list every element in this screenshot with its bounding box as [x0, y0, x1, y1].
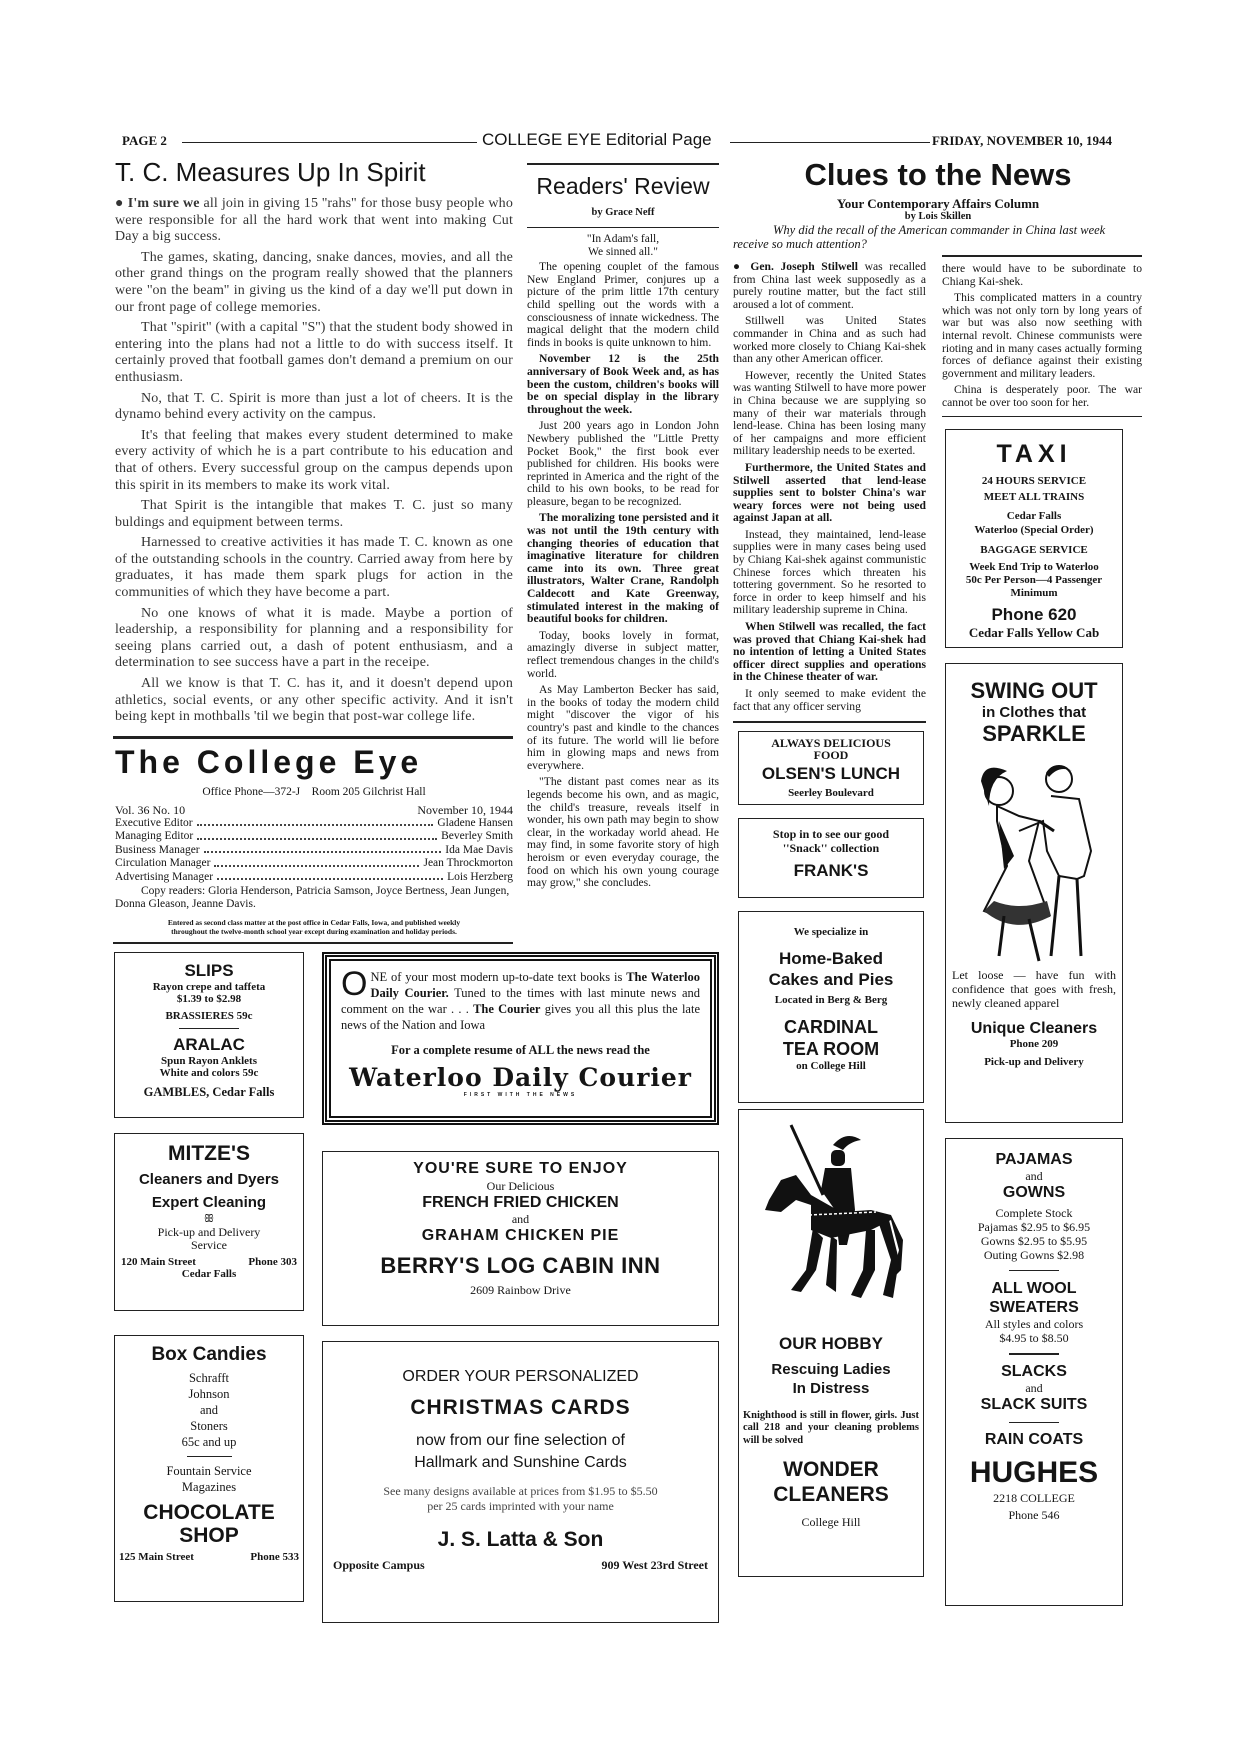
ad-line: Stop in to see our good — [772, 826, 890, 841]
masthead — [113, 739, 513, 937]
issue-date: FRIDAY, NOVEMBER 10, 1944 — [932, 133, 1112, 148]
ad-line: Fountain Service — [166, 1464, 252, 1479]
staff-role: Advertising Manager — [115, 870, 214, 883]
ad-line: White and colors 59c — [159, 1067, 259, 1080]
dot-leader — [197, 817, 434, 827]
ad-line: Pick-up and Delivery — [984, 1055, 1084, 1068]
paragraph-text: there would have to be subordinate to Chiang Kai-shek. — [942, 262, 1142, 288]
drop-cap: O — [341, 964, 368, 1003]
clues-columns — [733, 255, 1143, 1606]
ad-line: and — [1025, 1380, 1043, 1395]
paragraph — [115, 606, 513, 672]
ad-line: Our Delicious — [486, 1178, 555, 1193]
ad-text: The Waterloo Daily Courier. — [370, 969, 701, 1000]
ad-latta-christmas-cards — [322, 1341, 719, 1623]
ad-wonder-cleaners — [738, 1109, 924, 1577]
ad-name: GAMBLES, Cedar Falls — [143, 1085, 275, 1100]
ad-line: Pajamas $2.95 to $6.95 — [977, 1219, 1091, 1234]
bottom-row — [113, 952, 720, 1623]
ad-name: CLEANERS — [773, 1483, 889, 1507]
ad-address: 120 Main Street — [121, 1255, 196, 1268]
masthead-date: November 10, 1944 — [417, 802, 513, 817]
ad-headline: Cleaners and Dyers — [138, 1170, 280, 1188]
review-byline: by Grace Neff — [591, 206, 655, 218]
ad-name: MITZE'S — [168, 1141, 250, 1165]
editorial-column — [113, 156, 513, 944]
paragraph-text: The opening couplet of the famous New England Primer, conjures up a picture of the prim little 17th century child spelling out the words with a consciousness of innate wickedness. The magical delight that the modern child finds in books is quite unknown to him. — [527, 260, 719, 349]
ad-line: Gowns $2.95 to $5.95 — [980, 1233, 1088, 1248]
ad-mitzes — [114, 1133, 304, 1311]
verse-line: We sinned all." — [588, 245, 658, 258]
staff-name: Lois Herzberg — [447, 870, 513, 883]
clues-left-stack — [733, 255, 926, 1577]
top-row — [113, 156, 720, 944]
candy-item: Stoners — [190, 1418, 228, 1433]
paragraph — [527, 353, 719, 416]
paragraph-text: Harnessed to creative activities it has made T. C. known as one of the outstanding schools in the country. Carried away from here by graduates, it has made them spark plugs for action in the communities of which they have become a part. — [115, 535, 513, 601]
ad-headline: OUR HOBBY — [779, 1333, 883, 1353]
paragraph-text: That Spirit is the intangible that makes T. C. just so many buldings and equipment between terms. — [115, 498, 513, 530]
ad-headline: In Distress — [792, 1379, 870, 1397]
ad-waterloo-courier — [322, 952, 719, 1125]
left-region — [113, 156, 720, 1623]
ad-headline: FRENCH FRIED CHICKEN — [422, 1193, 619, 1211]
ad-headline: PAJAMAS — [995, 1150, 1073, 1168]
ad-line: Located in Berg & Berg — [774, 993, 888, 1006]
paragraph-lead: ● Gen. Joseph Stilwell — [733, 260, 859, 273]
clues-right-column — [942, 263, 1142, 414]
ad-line: Spun Rayon Anklets — [161, 1055, 257, 1068]
ad-headline: ALL WOOL — [991, 1280, 1077, 1298]
ad-name: TEA ROOM — [782, 1038, 880, 1059]
ad-name: CARDINAL — [784, 1016, 878, 1037]
paragraph — [733, 621, 926, 684]
staff-list — [115, 817, 513, 885]
entry-note: Entered as second class matter at the post office in Cedar Falls, Iowa, and published weekly throughout the twelve-month school year except during examination and holiday periods. — [167, 918, 461, 936]
ad-line: on College Hill — [796, 1059, 866, 1072]
ad-contact — [115, 1547, 303, 1563]
ad-text: gives you all this plus the late news of the Nation and Iowa — [341, 1001, 700, 1032]
paragraph — [115, 428, 513, 494]
paragraph — [527, 776, 719, 889]
paragraph-text: Today, books lovely in format, amazingly diverse in subject matter, reflect tremendous changes in the child's world. — [527, 628, 719, 680]
ad-olsens-lunch — [738, 731, 924, 805]
section-rule — [527, 227, 719, 229]
ad-name: Cedar Falls Yellow Cab — [968, 624, 1100, 640]
ad-headline: Rescuing Ladies — [771, 1360, 891, 1378]
paragraph-text: That ''spirit'' (with a capital ''S'') that the student body showed in entering into the plans had not a little to do with success itself. It certainly proved that football games don't demand a premium on our enthusiasm. — [115, 320, 513, 385]
ad-name: J. S. Latta & Son — [437, 1527, 604, 1551]
ad-headline: GOWNS — [1002, 1183, 1066, 1201]
editorial-body — [113, 196, 513, 730]
staff-role: Business Manager — [115, 843, 200, 856]
section-rule — [942, 416, 1142, 417]
ad-headline: Cakes and Pies — [768, 969, 894, 989]
paragraph — [733, 688, 926, 713]
paragraph-text: all join in giving 15 ''rahs'' for those busy people who were responsible for all the hard work that went into making Cut Day a big success. — [115, 196, 513, 245]
staff-name: Beverley Smith — [441, 830, 513, 843]
candy-item: and — [199, 1402, 219, 1417]
ad-line: Magazines — [181, 1480, 237, 1495]
paragraph-text: November 12 is the 25th anniversary of Book Week and, as has been the custom, children's books will be on special display in the library throughout the week. — [527, 352, 719, 416]
ad-headline: Home-Baked — [779, 948, 883, 968]
ad-line: $4.95 to $8.50 — [999, 1331, 1069, 1346]
ad-headline: Expert Cleaning — [151, 1193, 267, 1211]
ad-line: and — [511, 1211, 530, 1226]
paragraph-text: It's that feeling that makes every student determined to make every activity of which he is a part contribute to his education and that of others. Every successful group on the campus depends upon this spirit in its members to make its work vital. — [115, 427, 513, 493]
ad-line: ORDER YOUR PERSONALIZED — [402, 1367, 639, 1385]
ad-line: BRASSIERES 59c — [165, 1009, 253, 1022]
ad-name: Unique Cleaners — [970, 1019, 1098, 1037]
ad-line: 24 HOURS SERVICE — [981, 474, 1087, 487]
divider — [1009, 1270, 1059, 1272]
staff-role: Executive Editor — [115, 816, 193, 829]
candy-item: 65c and up — [181, 1434, 237, 1449]
paragraph-text: All we know is that T. C. has it, and it doesn't depend upon athletics, social events, or any other specific activity. And it isn't being kept in mothballs 'til we begin that post-war college life. — [115, 676, 513, 725]
candy-item: Schrafft — [188, 1370, 230, 1385]
ad-line: now from our fine selection of — [416, 1431, 625, 1449]
dot-leader — [217, 871, 443, 881]
ad-line: All styles and colors — [984, 1317, 1084, 1332]
section-title: COLLEGE EYE Editorial Page — [482, 130, 712, 149]
ad-city: Cedar Falls — [181, 1267, 237, 1280]
page-number: PAGE 2 — [122, 133, 167, 148]
ad-line: Minimum — [1010, 586, 1058, 599]
paragraph-text: No one knows of what it is made. Maybe a portion of leadership, a responsibility for planning and a responsibility for seeing plans carried out, a dash of potent enthusiasm, and a determination to see success have a part in the receipe. — [115, 605, 513, 671]
ad-line: Cedar Falls — [1006, 509, 1062, 522]
ad-headline: ARALAC — [173, 1035, 245, 1055]
ad-franks — [738, 818, 924, 898]
paragraph-text: Furthermore, the United States and Stilwell asserted that lend-lease supplies sent to bolster China's war weary forces were not being used against Japan at all. — [733, 460, 926, 525]
masthead-volume: Vol. 36 No. 10 — [115, 802, 186, 817]
ad-body — [341, 964, 701, 1033]
ad-phone: Phone 209 — [1009, 1037, 1059, 1050]
ad-line: Complete Stock — [995, 1205, 1073, 1220]
ad-address: 909 West 23rd Street — [601, 1557, 708, 1572]
section-rule — [113, 942, 513, 944]
paragraph — [115, 391, 513, 424]
clues-left-column — [733, 261, 926, 717]
ad-text: NE of your most modern up-to-date text books is — [370, 969, 627, 984]
ad-line: Service — [191, 1237, 227, 1252]
ad-gambles — [114, 952, 304, 1118]
divider — [179, 1028, 239, 1030]
staff-row — [115, 830, 513, 844]
staff-name: Ida Mae Davis — [445, 843, 513, 856]
paragraph — [942, 292, 1142, 380]
ad-line: MEET ALL TRAINS — [983, 490, 1085, 503]
ornament-icon: ꕥ — [203, 1212, 215, 1225]
ad-headline: CHRISTMAS CARDS — [410, 1395, 631, 1419]
divider — [1009, 1353, 1059, 1355]
ad-body: Let loose — have fun with confidence that goes with fresh, newly cleaned apparel — [952, 967, 1116, 1010]
ad-hughes — [945, 1138, 1123, 1606]
ad-location: Opposite Campus — [333, 1557, 425, 1572]
paragraph-text: It only seemed to make evident the fact that any officer serving — [733, 687, 926, 713]
paragraph-text: was recalled from China last week supposedly as a purely routine matter, but the fact still aroused a lot of comment. — [733, 260, 926, 311]
paragraph-text: Just 200 years ago in London John Newbery published the "Little Pretty Pocket Book," the first book ever published for children. His books were reprinted in America and the right of the child to his own books, to be read for pleasure, began to be recognized. — [527, 419, 719, 508]
paragraph-text: Instead, they maintained, lend-lease supplies were in many cases being used by Chiang Kai-shek against communistic Chinese forces which threaten his tottering government. So he resorted to force in order to keep himself and his military leadership supreme in China. — [733, 527, 926, 617]
staff-role: Circulation Manager — [115, 857, 211, 870]
staff-row — [115, 817, 513, 831]
courier-slogan: FIRST WITH THE NEWS — [463, 1091, 578, 1098]
paragraph-text: The games, skating, dancing, snake dances, movies, and all the other grand things on the program really showed that the planners were ''on the beam'' in giving us the kind of a day we'll put down in our front page of college memories. — [115, 249, 513, 315]
paragraph — [527, 630, 719, 680]
paragraph — [733, 529, 926, 617]
paragraph — [527, 684, 719, 772]
staff-row — [115, 844, 513, 858]
paragraph — [115, 498, 513, 531]
paragraph — [733, 315, 926, 365]
paragraph-text: However, recently the United States was wanting Stilwell to have more power in China because we are supplying so many of their war materials through lend-lease. China has been losing many of her campaigns and more efficient military leadership needs to be exerted. — [733, 368, 926, 458]
ad-name: WONDER — [783, 1458, 879, 1482]
staff-name: Jean Throckmorton — [423, 857, 513, 870]
ads-column-1 — [114, 952, 304, 1602]
ad-taxi — [945, 429, 1123, 648]
ad-line: See many designs available at prices from $1.95 to $5.50 — [383, 1483, 658, 1498]
ad-line: Pick-up and Delivery — [157, 1224, 261, 1239]
right-region — [733, 156, 1143, 1606]
ad-line: Hallmark and Sunshine Cards — [414, 1453, 627, 1471]
ad-line: 50c Per Person—4 Passenger — [965, 573, 1103, 586]
header-rule — [730, 142, 930, 143]
paragraph — [115, 320, 513, 386]
dancing-couple-illustration — [959, 751, 1109, 966]
ad-address: 125 Main Street — [119, 1551, 194, 1564]
ad-name: FRANK'S — [793, 860, 869, 880]
ad-phone: Phone 620 — [991, 604, 1077, 624]
paragraph — [527, 420, 719, 508]
ad-line: and — [1025, 1168, 1043, 1183]
paragraph — [733, 462, 926, 525]
ad-headline: SLACKS — [1001, 1362, 1067, 1380]
paragraph — [733, 370, 926, 458]
ad-line: Outing Gowns $2.98 — [983, 1247, 1085, 1262]
ad-phone: Phone 533 — [250, 1551, 299, 1564]
ad-address: 2609 Rainbow Drive — [470, 1282, 571, 1297]
review-verse — [527, 233, 719, 258]
dot-leader — [204, 844, 442, 854]
ad-headline: SWING OUT — [970, 677, 1098, 703]
courier-logo: Waterloo Daily Courier — [349, 1062, 692, 1092]
ad-line: Rayon crepe and taffeta — [152, 980, 266, 993]
ad-cta: For a complete resume of ALL the news read the — [391, 1042, 650, 1057]
ad-headline: SLACK SUITS — [980, 1395, 1088, 1413]
ad-text: Tuned to the times with last minute news and comment on the war . . . — [341, 985, 700, 1016]
ad-line: $1.39 to $2.98 — [176, 992, 242, 1005]
candy-item: Johnson — [188, 1386, 230, 1401]
ads-column-2 — [322, 952, 719, 1623]
review-headline: Readers' Review — [536, 172, 710, 199]
ad-name: CHOCOLATE — [143, 1501, 275, 1525]
masthead-volume-row — [115, 803, 513, 817]
clues-headline: Clues to the News — [804, 157, 1072, 192]
paragraph — [527, 512, 719, 625]
clues-right-stack — [942, 255, 1142, 1606]
ad-name: BERRY'S LOG CABIN INN — [380, 1252, 661, 1278]
paragraph — [942, 384, 1142, 409]
staff-name: Gladene Hansen — [437, 816, 513, 829]
ad-headline: Box Candies — [151, 1343, 267, 1365]
divider — [1009, 1422, 1059, 1424]
paragraph-text: As May Lamberton Becker has said, in the books of today the modern child might "discover the vigor of his country's past and kindle to the chances of its future. The world will lie before him in glowing maps and news from everywhere. — [527, 683, 719, 772]
ad-line: per 25 cards imprinted with your name — [427, 1498, 614, 1513]
paragraph-text: "The distant past comes near as its legends become his own, and as magic, the child's treasure, reveals itself in wonder, his own path may begin to show clear, in the workaday world ahead. He may find, in some favorite story of high heroism or even everyday courage, the food on which his own young courage may grow," she concludes. — [527, 775, 719, 890]
paragraph-text: The moralizing tone persisted and it was not until the 19th century with changing theories of education that imaginative literature for children came into its own. Three great illustrators, Walter Crane, Randolph Caldecott and Kate Greenway, stimulated interest in the making of beautiful books for children. — [527, 511, 719, 626]
ad-line: Week End Trip to Waterloo — [969, 560, 1099, 573]
divider — [187, 1456, 232, 1458]
masthead-office: Office Phone—372-J Room 205 Gilchrist Hall — [202, 785, 426, 798]
ad-line: ''Snack'' collection — [782, 840, 880, 855]
paragraph-text: China is desperately poor. The war cannot be over too soon for her. — [942, 383, 1142, 409]
dot-leader — [197, 830, 437, 840]
review-column — [527, 163, 719, 894]
ad-cardinal-tea-room — [738, 911, 924, 1103]
ad-line: We specialize in — [793, 925, 869, 938]
ad-chocolate-shop — [114, 1335, 304, 1602]
ad-headline: SPARKLE — [982, 720, 1086, 746]
ad-unique-cleaners — [945, 663, 1123, 1123]
ad-line: ALWAYS DELICIOUS — [771, 735, 891, 750]
paragraph-text: When Stilwell was recalled, the fact was proved that Chiang Kai-shek had no intention of letting a United States officer direct supplies and operations in the Chinese theater of war. — [733, 620, 926, 684]
staff-row — [115, 871, 513, 885]
ad-name: HUGHES — [969, 1456, 1099, 1490]
ad-berrys-log-cabin — [322, 1151, 719, 1326]
paragraph — [733, 261, 926, 311]
paragraph-text: Stillwell was United States commander in China and as such had worked more closely to Chiang Kai-shek than any other American officer. — [733, 314, 926, 366]
ad-line: Waterloo (Special Order) — [974, 523, 1094, 536]
ad-phone: Phone 546 — [1008, 1508, 1060, 1523]
paragraph-text: No, that T. C. Spirit is more than just a lot of cheers. It is the dynamo behind every activity on the campus. — [115, 390, 513, 423]
paragraph — [115, 196, 513, 246]
ad-name: SHOP — [179, 1524, 239, 1548]
copy-readers: Copy readers: Gloria Henderson, Patricia Samson, Joyce Bertness, Jean Jungen, Donna Gleason, Jeanne Davis. — [115, 885, 510, 911]
ad-headline: GRAHAM CHICKEN PIE — [421, 1226, 620, 1244]
ad-headline: in Clothes that — [981, 703, 1087, 721]
ad-body: Knighthood is still in flower, girls. Just call 218 and your cleaning problems will be solved — [743, 1409, 919, 1446]
ad-name: OLSEN'S LUNCH — [761, 763, 901, 783]
ad-line: Seerley Boulevard — [788, 786, 874, 799]
paragraph-text: This complicated matters in a country which was not only torn by long years of war but was also now seething with internal revolt. Chinese communists were rioting and in many cases actually forming forces of defiance against their existing government and military leaders. — [942, 291, 1142, 380]
review-body — [527, 261, 719, 894]
paragraph — [942, 263, 1142, 288]
clues-subtitle: Your Contemporary Affairs Column — [836, 196, 1040, 211]
section-rule — [527, 163, 719, 165]
header-rule — [182, 142, 477, 143]
section-rule — [942, 255, 1142, 257]
ad-line: BAGGAGE SERVICE — [980, 543, 1088, 556]
verse-line: "In Adam's fall, — [586, 233, 660, 245]
paragraph — [115, 676, 513, 726]
ad-address: College Hill — [801, 1515, 861, 1530]
ad-line: FOOD — [813, 747, 849, 762]
paragraph — [527, 261, 719, 349]
staff-role: Managing Editor — [115, 830, 194, 843]
ad-headline: SLIPS — [184, 960, 234, 980]
clues-question: Why did the recall of the American commander in China last week receive so much attention? — [733, 223, 1106, 251]
ad-title: TAXI — [996, 439, 1072, 468]
ad-headline: YOU'RE SURE TO ENJOY — [413, 1159, 628, 1177]
staff-row — [115, 857, 513, 871]
dot-leader — [214, 857, 419, 867]
paragraph — [115, 250, 513, 316]
candy-list — [115, 1370, 303, 1450]
masthead-title: The College Eye — [115, 743, 423, 780]
ad-text: The Courier — [473, 1001, 541, 1016]
section-rule — [733, 721, 926, 723]
ad-address: 2218 COLLEGE — [993, 1491, 1075, 1506]
knight-on-horse-illustration — [751, 1120, 911, 1320]
ad-contact — [323, 1552, 718, 1573]
paragraph — [115, 535, 513, 601]
editorial-headline: T. C. Measures Up In Spirit — [115, 157, 426, 187]
ad-headline: RAIN COATS — [984, 1431, 1084, 1449]
paragraph-lead: ● I'm sure we — [115, 196, 200, 211]
ad-headline: SWEATERS — [989, 1299, 1079, 1317]
ad-phone: Phone 303 — [248, 1255, 297, 1268]
ad-contact — [115, 1252, 303, 1268]
clues-byline: by Lois Skillen — [904, 211, 972, 222]
